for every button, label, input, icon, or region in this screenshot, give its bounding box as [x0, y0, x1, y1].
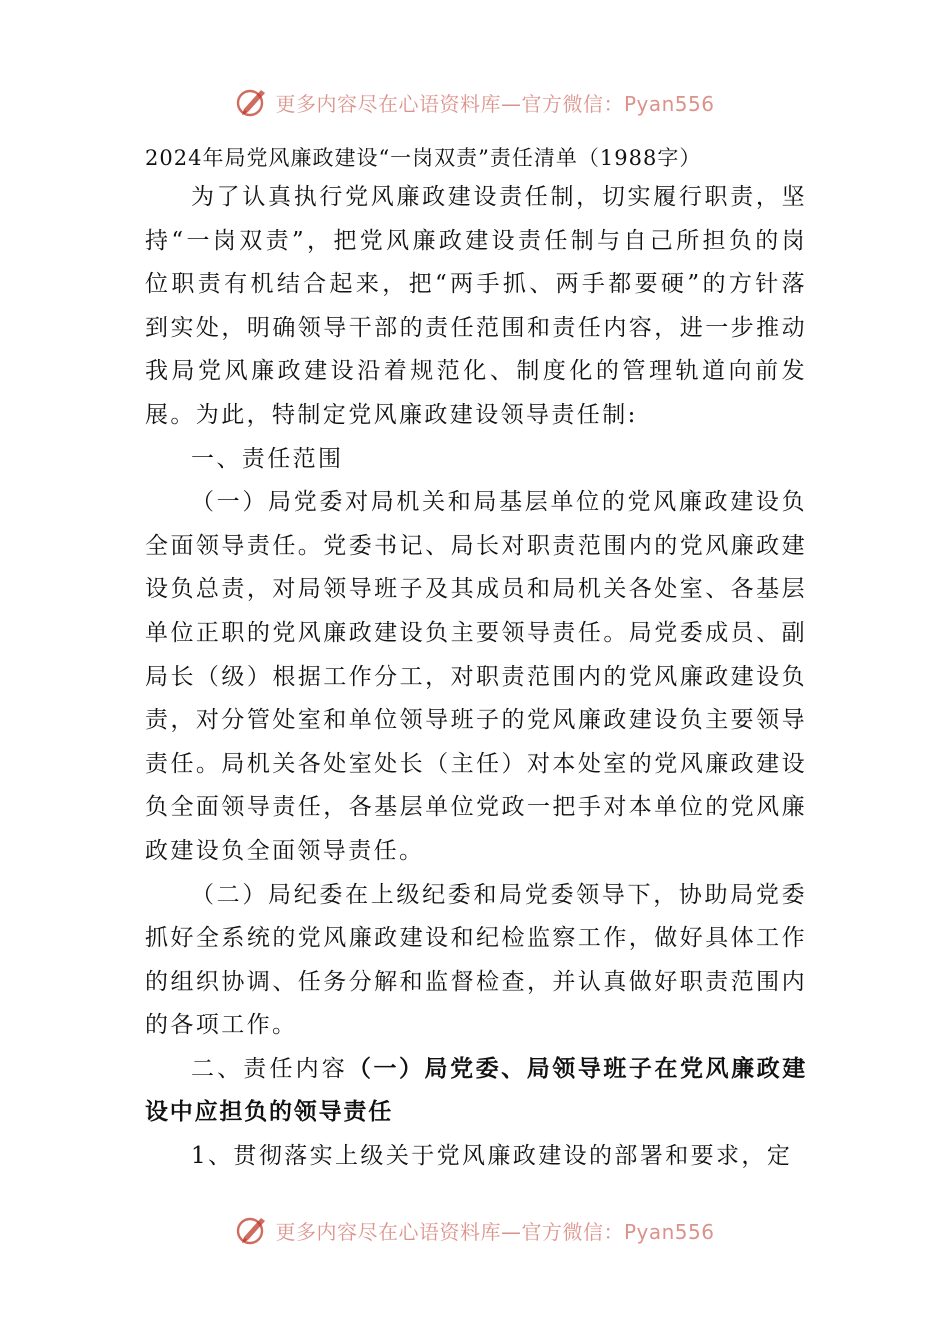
- document-title: 2024年局党风廉政建设“一岗双责”责任清单（1988字）: [145, 146, 702, 170]
- intro-paragraph: 为了认真执行党风廉政建设责任制，切实履行职责，坚持“一岗双责”，把党风廉政建设责任制与自己所担负的岗位职责有机结合起来，把“两手抓、两手都要硬”的方针落到实处，明确领导干部的责任范围和责任内容，进一步推动我局党风廉政建设沿着规范化、制度化的管理轨道向前发展。为此，特制定党风廉政建设领导责任制:: [145, 184, 807, 428]
- watermark-banner-bottom: [0, 1210, 950, 1250]
- watermark-text: 更多内容尽在心语资料库—官方微信：Pyan556: [275, 1219, 715, 1244]
- document-body: [145, 140, 807, 1179]
- section-heading-label: 二、责任内容: [191, 1055, 348, 1082]
- section-heading-content: [145, 1048, 807, 1135]
- watermark-banner-top: [0, 82, 950, 122]
- watermark-text: 更多内容尽在心语资料库—官方微信：Pyan556: [275, 91, 715, 116]
- scope-paragraph-2: （二）局纪委在上级纪委和局党委领导下，协助局党委抓好全系统的党风廉政建设和纪检监察工作，做好具体工作的组织协调、任务分解和监督检查，并认真做好职责范围内的各项工作。: [145, 881, 807, 1039]
- bold-subheading: （一）局党委、局领导班子在党风廉政建设中应担负的领导责任: [145, 1055, 807, 1126]
- content-item-1: 1、贯彻落实上级关于党风廉政建设的部署和要求，定: [191, 1143, 793, 1170]
- pen-seal-logo-icon: [235, 1213, 269, 1247]
- pen-seal-logo-icon: [235, 85, 269, 119]
- scope-paragraph-1: （一）局党委对局机关和局基层单位的党风廉政建设负全面领导责任。党委书记、局长对职责范围内的党风廉政建设负总责，对局领导班子及其成员和局机关各处室、各基层单位正职的党风廉政建设负主要领导责任。局党委成员、副局长（级）根据工作分工，对职责范围内的党风廉政建设负责，对分管处室和单位领导班子的党风廉政建设负主要领导责任。局机关各处室处长（主任）对本处室的党风廉政建设负全面领导责任，各基层单位党政一把手对本单位的党风廉政建设负全面领导责任。: [145, 489, 807, 864]
- section-heading-scope: 一、责任范围: [191, 445, 344, 472]
